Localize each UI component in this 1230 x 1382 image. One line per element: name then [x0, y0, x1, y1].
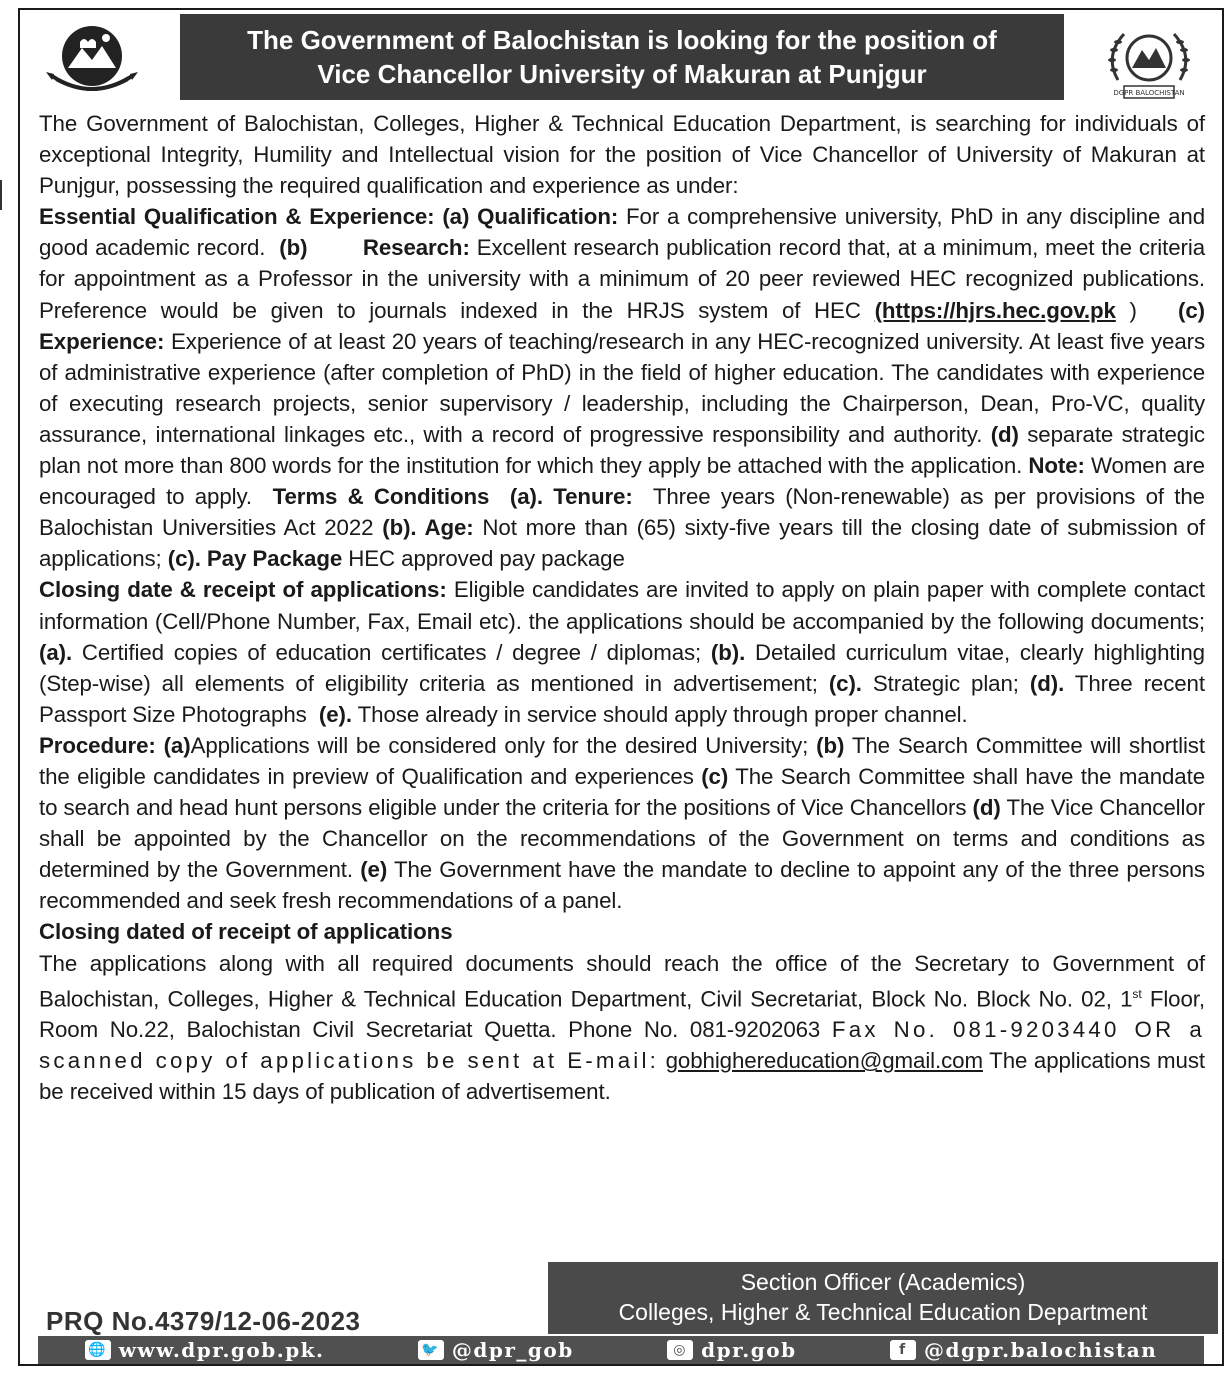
doc-e-text: Those already in service should apply through proper channel. — [357, 701, 968, 727]
signature-line-1: Section Officer (Academics) — [740, 1269, 1026, 1295]
headline-line-2: Vice Chancellor University of Makuran at Punjgur — [317, 59, 927, 89]
signature-line-2: Colleges, Higher & Technical Education Department — [618, 1299, 1148, 1325]
doc-d-label: (d). — [1029, 670, 1065, 696]
age-label: (b). Age: — [382, 515, 474, 541]
hjrs-close: ) — [1129, 297, 1137, 323]
closing2-text-3: The applications must be received within 15 days of publication of advertisement. — [39, 1048, 1205, 1105]
proc-d-text: The Vice Chancellor shall be appointed by the Chancellor on the recommendations of the Government on terms and conditions as determined by the Government. — [39, 795, 1205, 883]
fax-text: Fax No. 081-9203440 OR a scanned copy of applications be sent at E-mail: — [39, 1017, 1205, 1074]
experience-text: Experience of at least 20 years of teaching/research in any HEC-recognized university. At least five years of administrative experience (after completion of PhD) in the field of higher education. The candidates with experience of executing research projects, senior supervisory / leadership, including the Chairperson, Dean, Pro-VC, quality assurance, international linkages etc., with a record of progressive responsibility and authority. — [39, 328, 1205, 447]
closing2-heading: Closing dated of receipt of applications — [39, 919, 453, 945]
headline-banner — [180, 14, 1064, 100]
proc-e-label: (e) — [360, 857, 388, 883]
prq-number: PRQ No.4379/12-06-2023 — [46, 1306, 361, 1336]
proc-a-text: Applications will be considered only for the desired University; — [190, 732, 809, 758]
strategic-plan-label: (d) — [990, 421, 1019, 447]
experience-label: (c) Experience: — [39, 297, 1205, 354]
qualification-label: (a) Qualification: — [442, 204, 619, 230]
doc-c-text: Strategic plan; — [872, 670, 1019, 696]
footer-bar — [38, 1336, 1204, 1364]
proc-d-label: (d) — [972, 795, 1001, 821]
twitter-text: @dpr_gob — [451, 1338, 574, 1362]
footer-website[interactable] — [85, 1338, 325, 1362]
note-text: Women are encouraged to apply. — [39, 453, 1205, 510]
essential-heading: Essential Qualification & Experience: — [39, 204, 435, 230]
dgpr-logo-icon — [1100, 20, 1198, 106]
footer-twitter[interactable] — [418, 1338, 574, 1362]
procedure-section — [39, 730, 1205, 917]
proc-a-label: (a) — [163, 732, 191, 758]
intro-paragraph: The Government of Balochistan, Colleges, Higher & Technical Education Department, is searching for individuals of exceptional Integrity, Humility and Intellectual vision for the position of Vice Chancellor of University of Makuran at Punjgur, possessing the required qualification and experience as under: — [39, 111, 1205, 199]
signature-block — [548, 1262, 1218, 1334]
tenure-label: (a). Tenure: — [509, 484, 633, 510]
facebook-text: @dgpr.balochistan — [923, 1338, 1158, 1362]
proc-e-text: The Government have the mandate to decline to appoint any of the three persons recommended and seek fresh recommendations of a panel. — [39, 857, 1205, 914]
procedure-heading: Procedure: — [39, 732, 156, 758]
doc-d-text: Three recent Passport Size Photographs — [39, 670, 1205, 727]
instagram-icon: ◎ — [667, 1340, 693, 1360]
instagram-text: dpr.gob — [701, 1338, 797, 1362]
qualification-text: For a comprehensive university, PhD in any discipline and good academic record. — [39, 204, 1205, 261]
closing-heading: Closing date & receipt of applications: — [39, 577, 447, 603]
pay-label: (c). Pay Package — [167, 546, 343, 572]
headline-line-1: The Government of Balochistan is looking for the position of — [247, 25, 997, 55]
globe-icon: 🌐 — [85, 1340, 111, 1360]
balochistan-emblem-icon — [42, 20, 142, 102]
tenure-text: Three years (Non-renewable) as per provisions of the Balochistan Universities Act 2022 — [39, 484, 1205, 541]
note-label: Note: — [1028, 453, 1085, 479]
facebook-icon: f — [890, 1340, 916, 1360]
proc-b-text: The Search Committee will shortlist the eligible candidates in preview of Qualification and experiences — [39, 732, 1205, 789]
doc-e-label: (e). — [318, 701, 352, 727]
closing2-text-1: The applications along with all required documents should reach the office of the Secretary to Government of Balochistan, Colleges, Higher & Technical Education Department, Civil Secretariat, Block No. Block No. 02, 1 — [39, 950, 1205, 1012]
doc-b-text: Detailed curriculum vitae, clearly highlighting (Step-wise) all elements of eligibility criteria as mentioned in advertisement; — [39, 639, 1205, 696]
doc-b-label: (b). — [710, 639, 746, 665]
research-label: Research: — [362, 235, 470, 261]
hjrs-link[interactable]: (https://hjrs.hec.gov.pk — [874, 297, 1116, 323]
proc-c-text: The Search Committee shall have the mandate to search and head hunt persons eligible under the criteria for the positions of Vice Chancellors — [39, 763, 1205, 821]
terms-label: Terms & Conditions — [272, 484, 490, 510]
closing2-text-2: Floor, Room No.22, Balochistan Civil Secretariat Quetta. Phone No. 081-9202063 — [39, 986, 1205, 1043]
doc-a-text: Certified copies of education certificates / degree / diplomas; — [81, 639, 702, 665]
email-link[interactable]: gobhighereducation@gmail.com — [665, 1048, 983, 1074]
advertisement-body — [39, 108, 1205, 1107]
proc-c-label: (c) — [701, 763, 729, 789]
margin-mark — [0, 180, 2, 210]
proc-b-label: (b) — [816, 732, 845, 758]
doc-c-label: (c). — [828, 670, 862, 696]
closing-text: Eligible candidates are invited to apply on plain paper with complete contact information (Cell/Phone Number, Fax, Email etc). the applications should be accompanied by the following documents; — [39, 577, 1205, 634]
pay-text: HEC approved pay package — [348, 546, 625, 572]
floor-suffix: st — [1132, 986, 1142, 1001]
essential-section — [39, 201, 1205, 574]
website-text: www.dpr.gob.pk. — [118, 1338, 325, 1362]
closing2-heading-line — [39, 916, 1205, 947]
closing-section — [39, 574, 1205, 729]
footer-facebook[interactable] — [890, 1338, 1157, 1362]
footer-instagram[interactable] — [667, 1338, 796, 1362]
twitter-icon: 🐦 — [418, 1340, 444, 1360]
research-text: Excellent research publication record that, at a minimum, meet the criteria for appointment as a Professor in the university with a minimum of 20 peer reviewed HEC recognized publications. Preference would be given to journals indexed in the HRJS system of HEC — [39, 235, 1205, 323]
closing2-section — [39, 948, 1205, 1108]
strategic-plan-text: separate strategic plan not more than 800 words for the institution for which they apply be attached with the application. — [39, 421, 1205, 479]
age-text: Not more than (65) sixty-five years till the closing date of submission of applications; — [39, 515, 1205, 572]
dgpr-caption: DGPR BALOCHISTAN — [1113, 89, 1185, 97]
doc-a-label: (a). — [39, 639, 73, 665]
research-b-label: (b) — [279, 235, 308, 261]
